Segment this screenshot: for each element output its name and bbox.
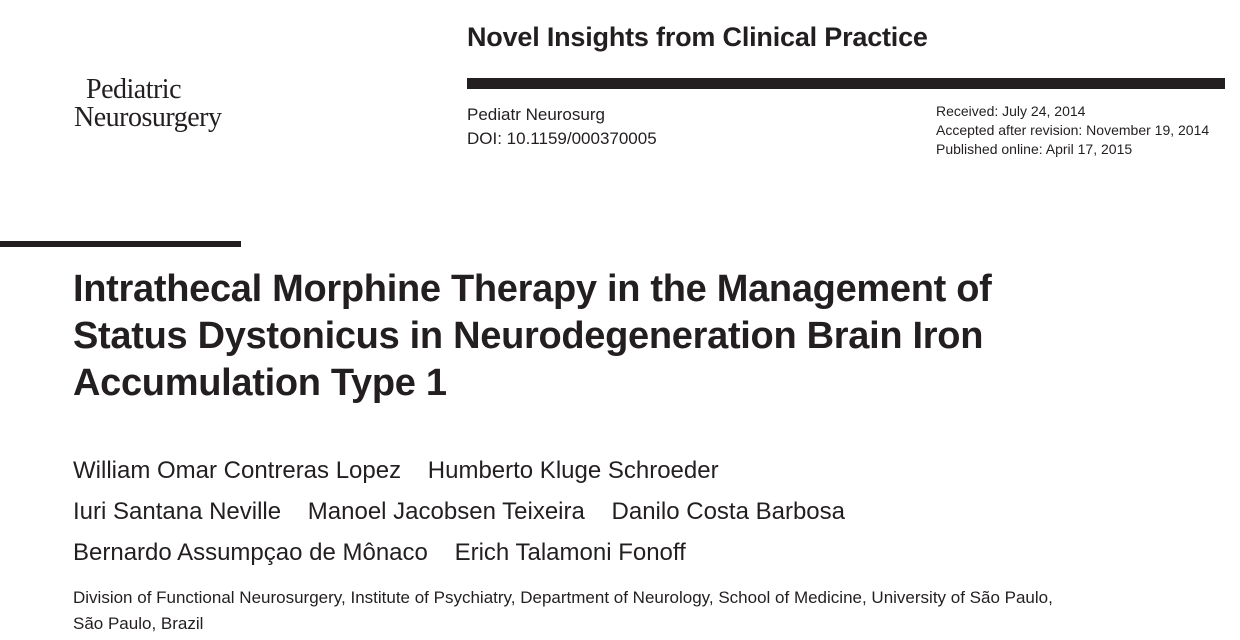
author: Humberto Kluge Schroeder	[427, 457, 719, 484]
author: Danilo Costa Barbosa	[611, 498, 845, 525]
author: Manoel Jacobsen Teixeira	[307, 498, 585, 525]
author: Bernardo Assumpçao de Mônaco	[73, 539, 428, 566]
published-date: Published online: April 17, 2015	[936, 141, 1133, 157]
journal-name: Pediatr Neurosurg	[467, 105, 605, 124]
author: Iuri Santana Neville	[73, 498, 282, 525]
journal-logo	[74, 76, 221, 132]
article-dates	[936, 102, 1209, 159]
journal-info	[467, 103, 657, 151]
author-line-2	[73, 491, 865, 532]
article-title: Intrathecal Morphine Therapy in the Management of Status Dystonicus in Neurodegeneration Brain Iron Accumulation Type 1	[73, 268, 992, 404]
author: William Omar Contreras Lopez	[73, 457, 402, 484]
header-rule	[467, 78, 1225, 89]
title-rule	[0, 241, 241, 247]
logo-line-1: Pediatric	[86, 74, 182, 105]
author-line-3	[73, 532, 865, 573]
doi[interactable]: DOI: 10.1159/000370005	[467, 129, 657, 148]
author-list	[73, 450, 865, 573]
logo-line-2: Neurosurgery	[74, 102, 222, 133]
author-line-1	[73, 450, 865, 491]
accepted-date: Accepted after revision: November 19, 2014	[936, 122, 1210, 138]
section-title: Novel Insights from Clinical Practice	[467, 22, 928, 52]
author: Erich Talamoni Fonoff	[454, 539, 686, 566]
received-date: Received: July 24, 2014	[936, 103, 1086, 119]
affiliation: Division of Functional Neurosurgery, Institute of Psychiatry, Department of Neurology, School of Medicine, University of São Paulo, São Paulo, Brazil	[73, 588, 1053, 633]
